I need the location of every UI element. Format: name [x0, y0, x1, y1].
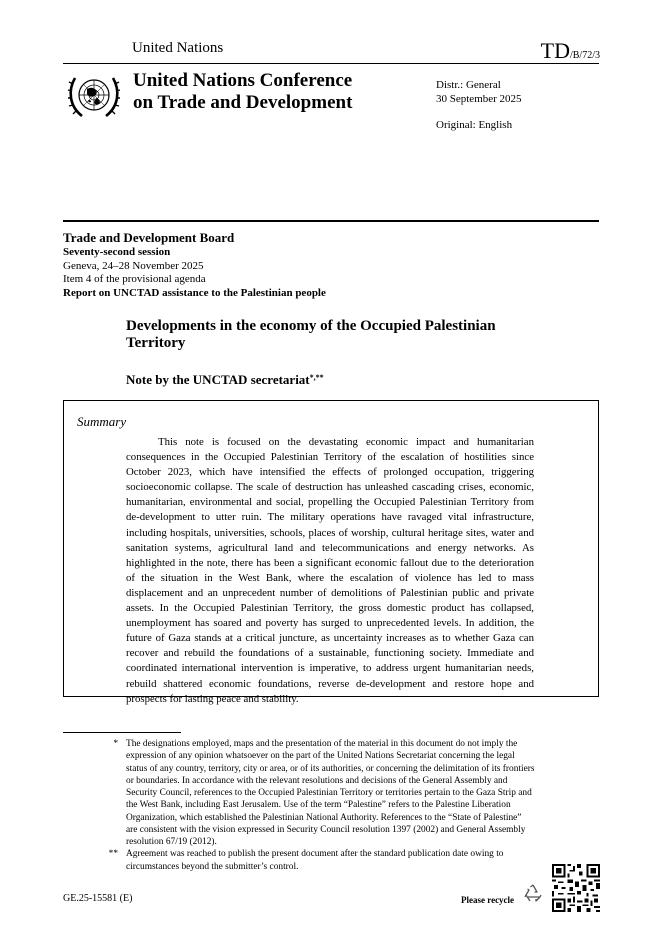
symbol-prefix: TD — [540, 38, 570, 63]
footnote-separator — [63, 732, 181, 733]
please-recycle-label: Please recycle — [461, 895, 515, 905]
note-footnote-marks: *,** — [309, 373, 324, 382]
job-number: GE.25-15581 (E) — [63, 893, 133, 904]
symbol-rest: /B/72/3 — [569, 50, 600, 61]
board-place-date: Geneva, 24–28 November 2025 — [63, 259, 204, 272]
footnote-text: Agreement was reached to publish the present document after the standard publication date owing to circumstances beyond the submitter’s control. — [126, 849, 504, 872]
distribution-date: 30 September 2025 — [436, 93, 522, 105]
organization-name — [133, 70, 352, 114]
un-emblem-icon — [65, 70, 123, 122]
footnote — [100, 848, 535, 873]
organization-name-line1: United Nations Conference — [133, 70, 353, 91]
board-report: Report on UNCTAD assistance to the Palestinian people — [63, 286, 326, 299]
document-note — [126, 372, 324, 388]
header-rule — [63, 63, 599, 64]
footnote-mark: * — [113, 739, 118, 749]
distribution-block — [436, 78, 522, 132]
footnotes — [100, 738, 535, 873]
board-agenda-item: Item 4 of the provisional agenda — [63, 273, 206, 285]
qr-code-icon — [552, 864, 600, 912]
organization-name-line2: on Trade and Development — [133, 92, 353, 113]
board-block — [63, 229, 326, 300]
distribution-status: Distr.: General — [436, 79, 501, 91]
header-org-short: United Nations — [132, 40, 224, 56]
board-title: Trade and Development Board — [63, 230, 235, 245]
note-text: Note by the UNCTAD secretariat — [126, 372, 310, 387]
original-language: Original: English — [436, 119, 513, 131]
footnote — [100, 738, 535, 848]
summary-text: This note is focused on the devastating economic impact and humanitarian consequences in the Occupied Palestinian Territory of the escalation of hostilities since October 2023, which have intensified the effects of prolonged occupation, triggering socioeconomic collapse. The scale of destruction has unleashed cascading crises, economic, humanitarian, environmental and social, propelling the Occupied Palestinian Territory from de-development to utter ruin. The military operations have ravaged vital infrastructure, including hospitals, universities, schools, places of worship, cultural heritage sites, water and sanitation systems, agricultural land and telecommunications and energy networks. As highlighted in the note, there has been a significant economic fallout due to the deterioration of the situation in the West Bank, where the escalation of violence has led to mass displacement and an unprecedent number of demolitions of Palestinian public and private assets. In the Occupied Palestinian Territory, the gross domestic product has collapsed, unemployment has soared and poverty has surged to unprecedented levels. In addition, the future of Gaza stands at a critical juncture, as uncertainty increases as to whether Gaza can recover and rebuild the foundations of a sustainable, functioning society. Immediate and coordinated international intervention is imperative, to address urgent humanitarian needs, rebuild shattered economic foundations, reverse de-development and restore hope and prospects for lasting peace and stability. — [126, 436, 534, 705]
document-title: Developments in the economy of the Occupied Palestinian Territory — [126, 318, 496, 351]
recycle-icon — [522, 882, 544, 904]
board-session: Seventy-second session — [63, 246, 171, 258]
footnote-text: The designations employed, maps and the presentation of the material in this document do not imply the expression of any opinion whatsoever on the part of the United Nations Secretariat concerning the legal status of any country, territory, city or area, or of its authorities, or concerning the delimitation of its frontiers or boundaries. In accordance with the relevant resolutions and decisions of the General Assembly and Security Council, references to the Occupied Palestinian Territory or territories pertain to the Gaza Strip and the West Bank, including East Jerusalem. Use of the term “Palestine” refers to the Palestine Liberation Organization, which established the Palestinian National Authority. References to the “State of Palestine” are consistent with the vision expressed in Security Council resolution 1397 (2002) and General Assembly resolution 67/19 (2012). — [126, 739, 535, 847]
footnote-mark: ** — [108, 849, 118, 860]
document-symbol — [541, 38, 600, 64]
summary-heading: Summary — [77, 414, 127, 429]
title-rule — [63, 220, 599, 222]
